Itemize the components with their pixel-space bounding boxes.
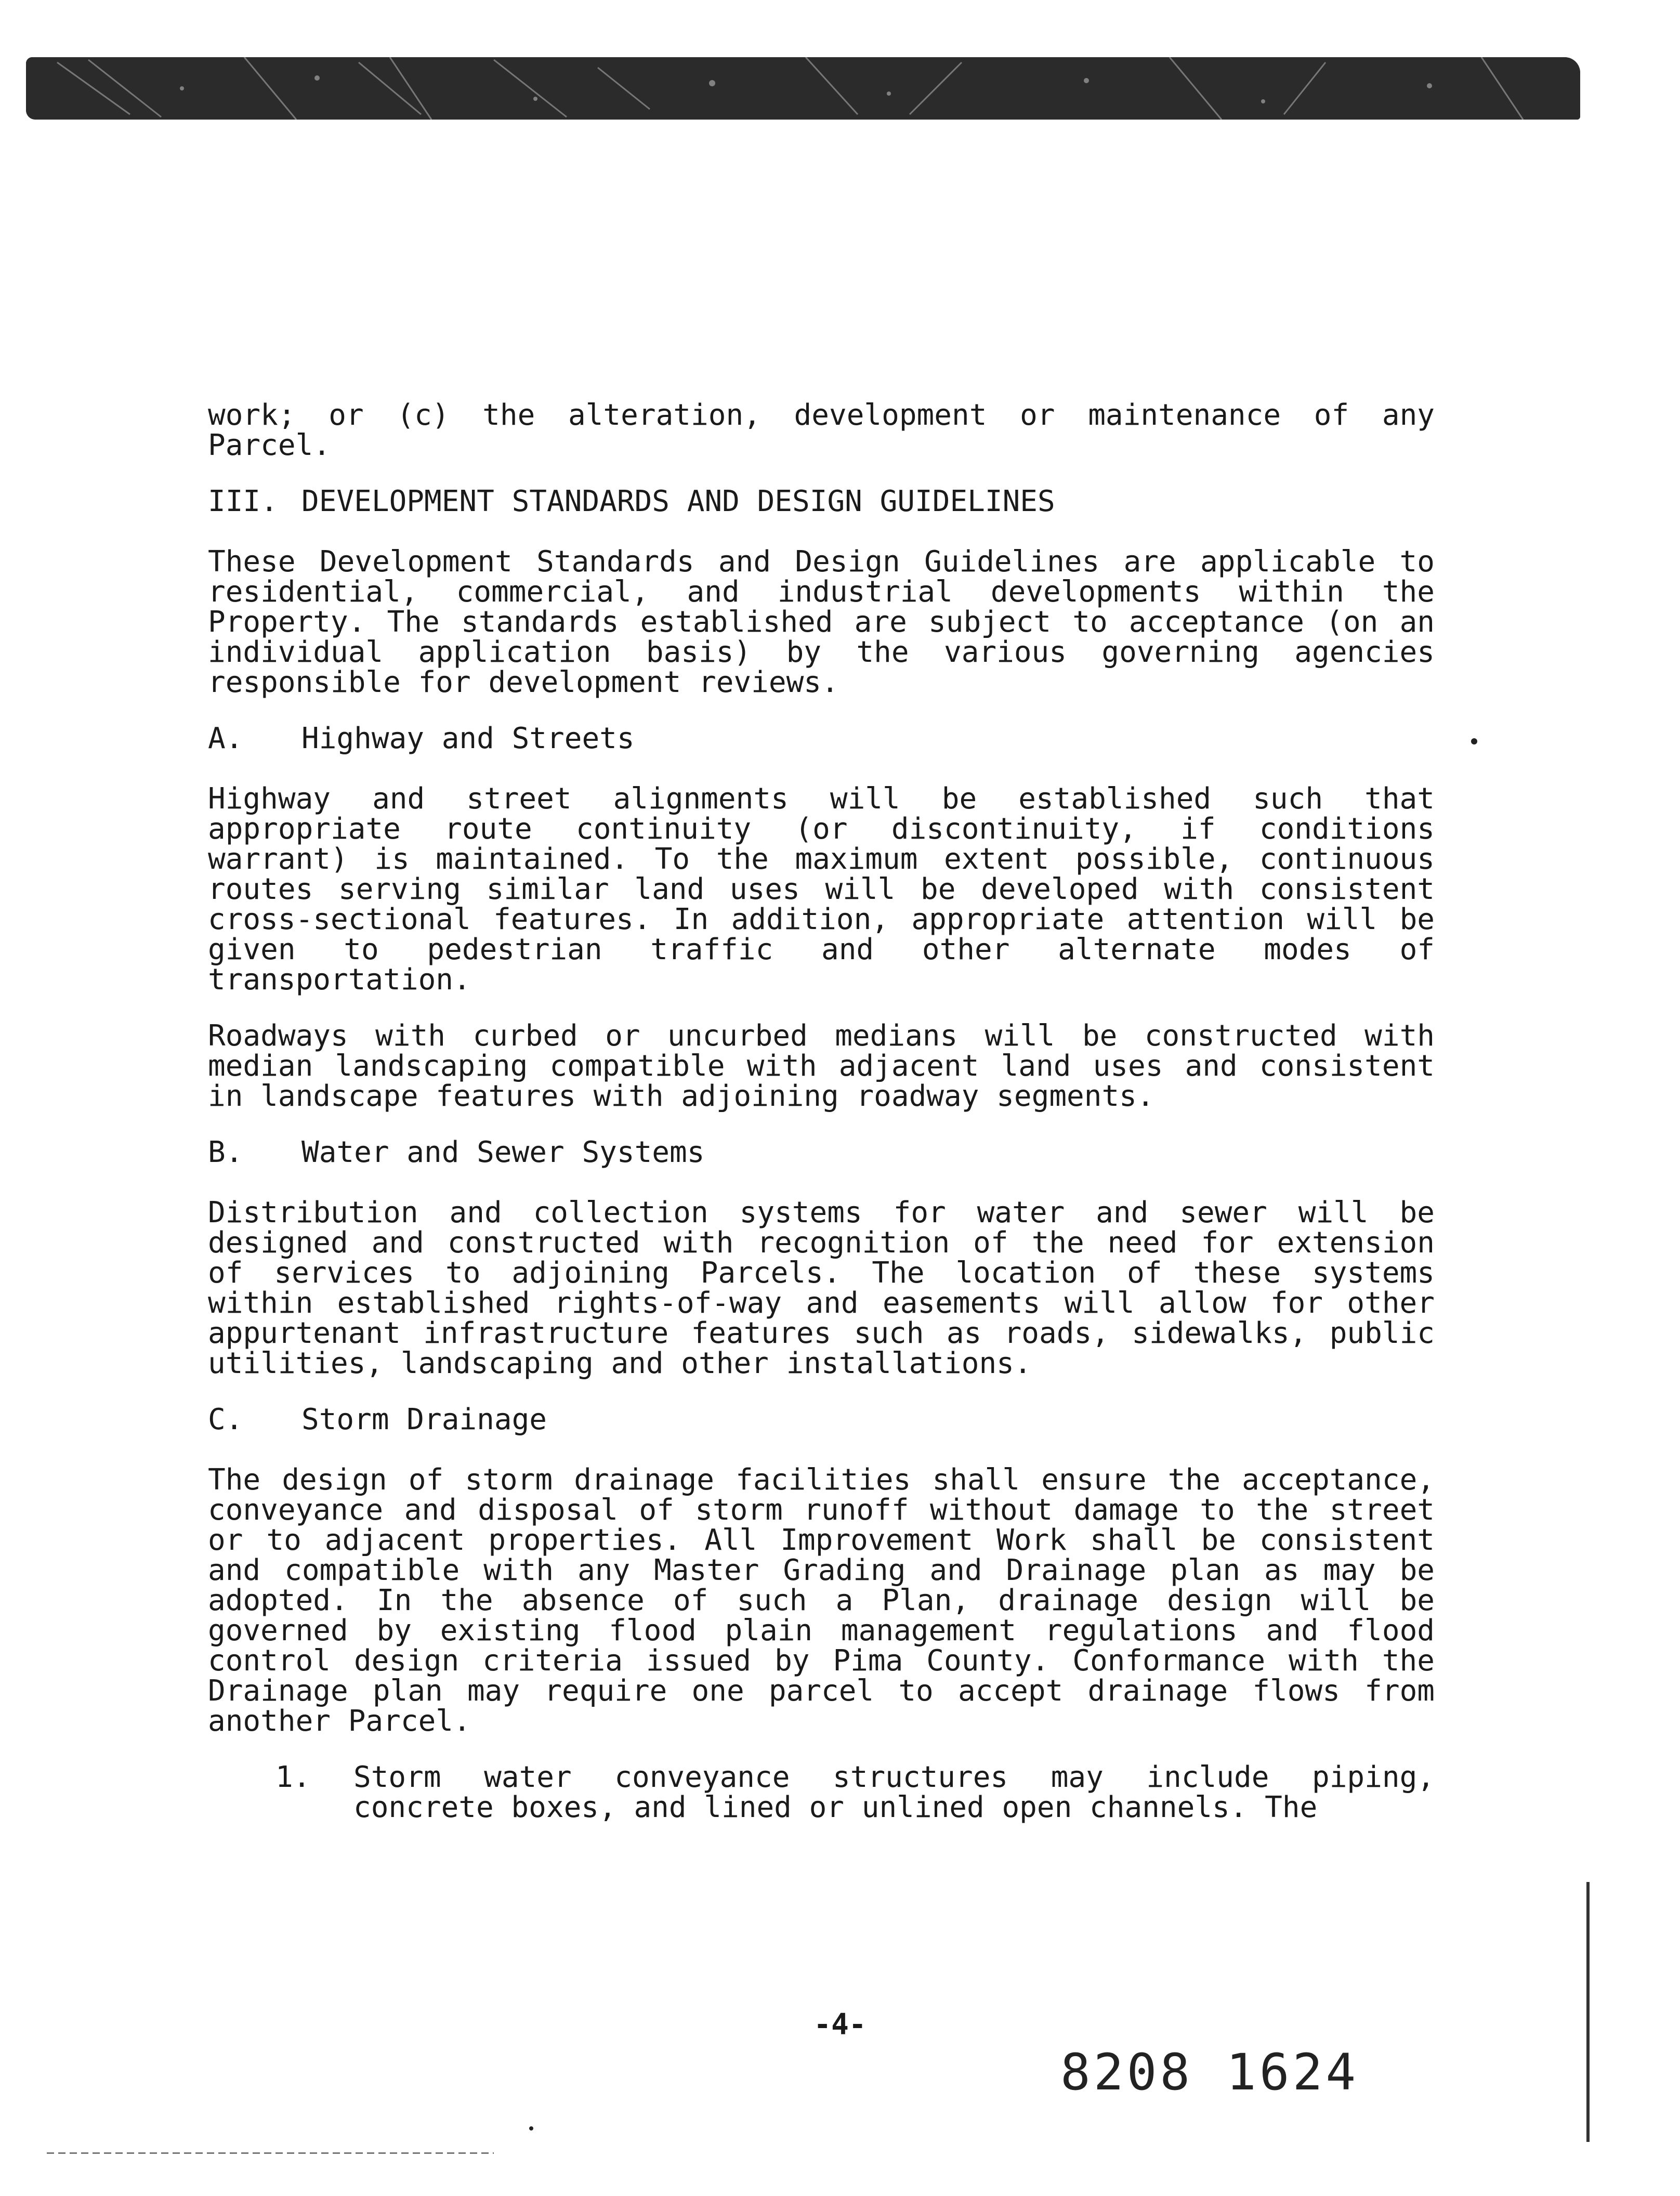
highway-paragraph-1: Highway and street alignments will be established such that appropriate route continuity (or discontinuity, if conditions warrant) is maintained. To the maximum extent possible, continuous routes serving similar land uses will be developed with consistent cross-sectional features. In addition, appropriate attention will be given to pedestrian traffic and other alternate modes of transportation.: [208, 782, 1435, 997]
continuation-paragraph: work; or (c) the alteration, development or maintenance of any Parcel.: [208, 398, 1435, 462]
section-heading: [208, 487, 1435, 517]
section-numeral: III.: [208, 485, 278, 518]
document-body: [208, 400, 1435, 1823]
subsection-b-marker: B.: [208, 1135, 243, 1169]
highway-paragraph-2: Roadways with curbed or uncurbed medians will be constructed with median landscaping compatible with adjacent land uses and consistent in landscape features with adjoining roadway segments.: [208, 1019, 1435, 1113]
document-stamp: 8208 1624: [1060, 2043, 1359, 2101]
scan-artifact-band: [26, 57, 1580, 120]
scan-noise-graphic: [26, 57, 1580, 120]
list-item-text: Storm water conveyance structures may include piping, concrete boxes, and lined or unlined open channels. The: [353, 1760, 1435, 1824]
list-item: [275, 1762, 1435, 1823]
subsection-b-title: Water and Sewer Systems: [301, 1135, 705, 1169]
bottom-scan-line: [47, 2152, 494, 2154]
water-sewer-paragraph: Distribution and collection systems for water and sewer will be designed and constructed with recognition of the need for extension of services to adjoining Parcels. The location of these systems within established rights-of-way and easements will allow for other appurtenant infrastructure features such as roads, sidewalks, public utilities, landscaping and other installations.: [208, 1196, 1435, 1380]
list-item-number: 1.: [275, 1760, 311, 1794]
subsection-c-title: Storm Drainage: [301, 1403, 547, 1436]
margin-scan-line: [1586, 1882, 1590, 2142]
subsection-c-heading: [208, 1405, 1435, 1435]
subsection-a-heading: [208, 724, 1435, 754]
subsection-a-title: Highway and Streets: [301, 722, 635, 755]
subsection-b-heading: [208, 1135, 1435, 1169]
subsection-c-marker: C.: [208, 1403, 243, 1436]
subsection-a-marker: A.: [208, 722, 243, 755]
section-title: DEVELOPMENT STANDARDS AND DESIGN GUIDELINES: [301, 485, 1055, 518]
page-number: -4-: [813, 2008, 867, 2042]
section-intro-paragraph: These Development Standards and Design Guidelines are applicable to residential, commercial, and industrial developments within the Property. The standards established are subject to acceptance (on an individual application basis) by the various governing agencies responsible for development reviews.: [208, 545, 1435, 699]
storm-drainage-paragraph: The design of storm drainage facilities shall ensure the acceptance, conveyance and disposal of storm runoff without damage to the street or to adjacent properties. All Improvement Work shall be consistent and compatible with any Master Grading and Drainage plan as may be adopted. In the absence of such a Plan, drainage design will be governed by existing flood plain management regulations and flood control design criteria issued by Pima County. Conformance with the Drainage plan may require one parcel to accept drainage flows from another Parcel.: [208, 1463, 1435, 1738]
scan-speck: [1471, 738, 1477, 744]
scan-speck: [529, 2126, 533, 2130]
